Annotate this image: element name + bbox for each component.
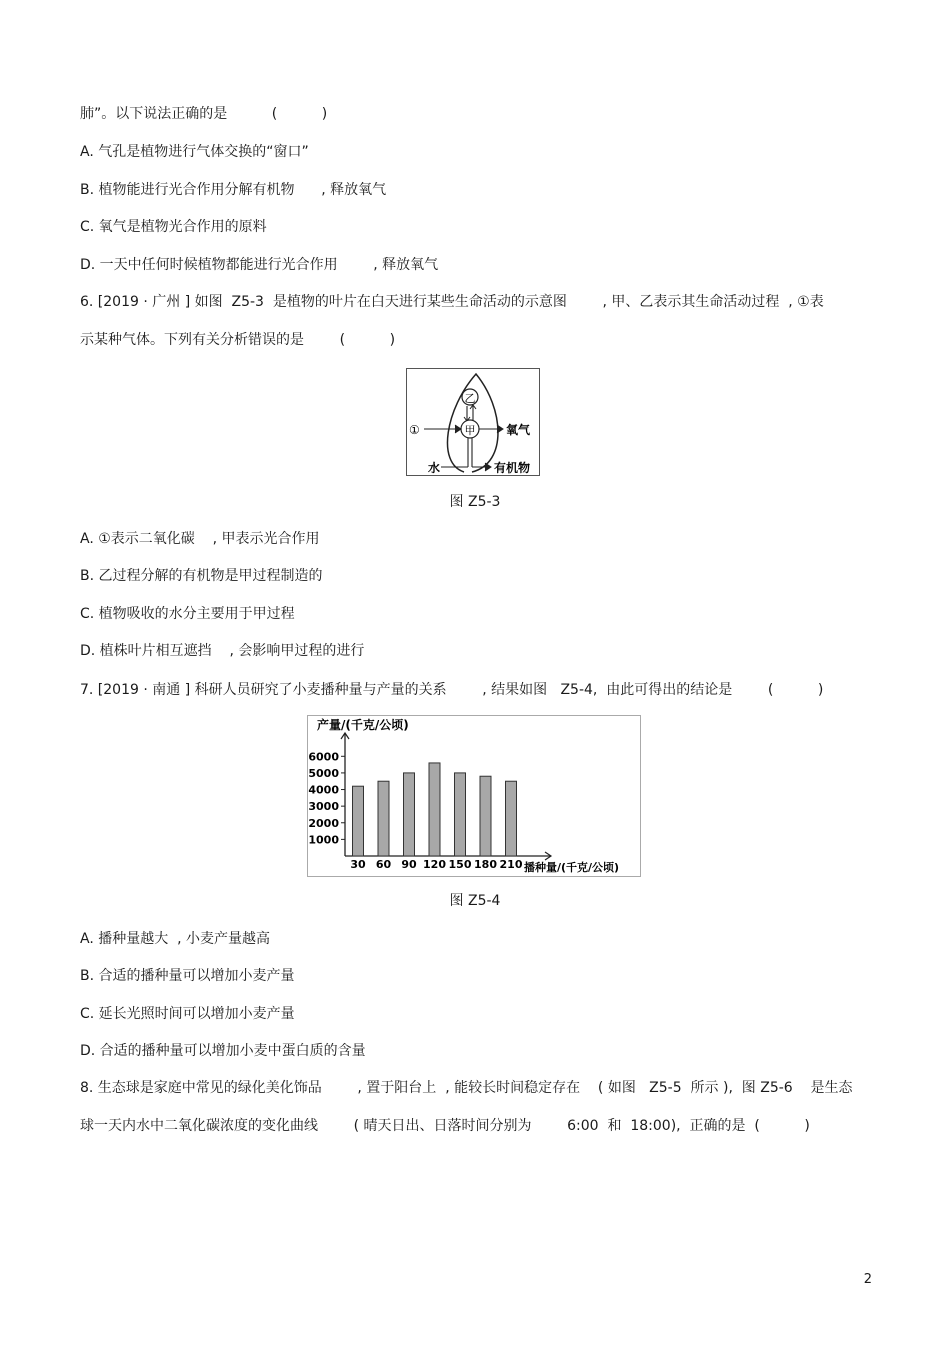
x-tick-label: 210 — [499, 858, 523, 871]
question-6-line1: 6. [2019 · 广州 ] 如图 Z5-3 是植物的叶片在白天进行某些生命活动的示意图 , 甲、乙表示其生命活动过程 , ①表 — [80, 294, 824, 310]
figure-caption-z5-3: 图 Z5-3 — [449, 494, 501, 510]
question-8-line1: 8. 生态球是家庭中常见的绿化美化饰品 , 置于阳台上 , 能较长时间稳定存在 ( 如图 Z5-5 所示 ), 图 Z5-6 是生态 — [80, 1080, 853, 1096]
y-tick-label: 2000 — [308, 816, 339, 830]
text-line: 肺”。以下说法正确的是 ( ) — [80, 106, 328, 122]
option-d: D. 一天中任何时候植物都能进行光合作用 , 释放氧气 — [80, 257, 439, 273]
x-tick-label: 30 — [350, 858, 366, 871]
x-axis-label: 播种量/(千克/公顷) — [524, 861, 620, 874]
option-d: D. 合适的播种量可以增加小麦中蛋白质的含量 — [80, 1043, 366, 1059]
bar — [455, 773, 466, 856]
question-6-line2: 示某种气体。下列有关分析错误的是 ( ) — [80, 332, 396, 348]
option-c: C. 延长光照时间可以增加小麦产量 — [80, 1006, 295, 1022]
x-tick-label: 60 — [375, 858, 392, 871]
x-tick-label: 90 — [401, 858, 417, 871]
option-a: A. ①表示二氧化碳 , 甲表示光合作用 — [80, 531, 320, 547]
bar — [378, 781, 389, 856]
x-tick-label: 120 — [423, 858, 446, 871]
organic-label: 有机物 — [494, 461, 531, 475]
jia-label: 甲 — [464, 424, 476, 437]
leaf-diagram — [406, 368, 540, 476]
option-b: B. 乙过程分解的有机物是甲过程制造的 — [80, 568, 323, 584]
figure-caption-z5-4: 图 Z5-4 — [449, 893, 501, 909]
x-tick-label: 150 — [448, 858, 472, 871]
y-axis-label: 产量/(千克/公顷) — [317, 718, 409, 732]
bar — [480, 776, 491, 856]
bar — [429, 763, 440, 856]
x-tick-label: 180 — [474, 858, 497, 871]
question-8-line2: 球一天内水中二氧化碳浓度的变化曲线 ( 晴天日出、日落时间分别为 6:00 和 18:00), 正确的是 ( ) — [80, 1118, 810, 1134]
option-d: D. 植株叶片相互遮挡 , 会影响甲过程的进行 — [80, 643, 365, 659]
bar — [506, 781, 517, 856]
y-tick-label: 6000 — [308, 750, 339, 764]
gas-label: ① — [409, 423, 420, 437]
option-c: C. 植物吸收的水分主要用于甲过程 — [80, 606, 295, 622]
bar — [353, 786, 364, 856]
yi-label: 乙 — [464, 392, 476, 405]
page-number: 2 — [863, 1272, 872, 1287]
option-c: C. 氧气是植物光合作用的原料 — [80, 219, 267, 235]
y-tick-label: 1000 — [308, 833, 339, 847]
oxygen-label: 氧气 — [506, 423, 531, 437]
yield-bar-chart — [307, 715, 641, 877]
y-tick-label: 3000 — [308, 800, 339, 814]
y-tick-label: 5000 — [308, 766, 339, 780]
y-tick-label: 4000 — [308, 783, 339, 797]
option-a: A. 播种量越大 , 小麦产量越高 — [80, 931, 271, 947]
option-b: B. 合适的播种量可以增加小麦产量 — [80, 968, 295, 984]
question-7-line1: 7. [2019 · 南通 ] 科研人员研究了小麦播种量与产量的关系 , 结果如图 Z5-4, 由此可得出的结论是 ( ) — [80, 682, 824, 698]
water-label: 水 — [428, 461, 441, 475]
option-b: B. 植物能进行光合作用分解有机物 , 释放氧气 — [80, 182, 387, 198]
option-a: A. 气孔是植物进行气体交换的“窗口” — [80, 144, 309, 160]
bar — [404, 773, 415, 856]
